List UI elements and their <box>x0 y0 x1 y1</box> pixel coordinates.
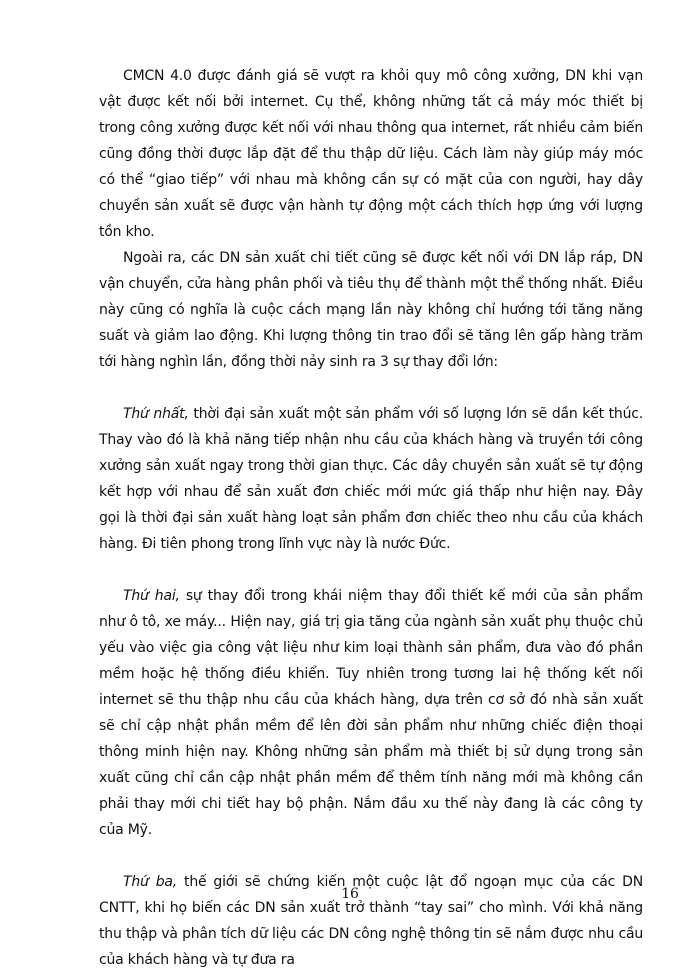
paragraph-text: sự thay đổi trong khái niệm thay đổi thiết kế mới của sản phẩm như ô tô, xe máy... Hiện nay, giá trị gia tăng của ngành sản xuất phụ thuộc chủ yếu vào việc gia công vật liệu như kim loại thành sản phẩm, đưa vào đó phần mềm hoặc hệ thống điều khiển. Tuy nhiên trong tương lai hệ thống kết nối internet sẽ thu thập nhu cầu của khách hàng, dựa trên cơ sở đó nhà sản xuất sẽ chỉ cập nhật phần mềm để lên đời sản phẩm như những chiếc điện thoại thông minh hiện nay. Không những sản phẩm mà thiết bị sử dụng trong sản xuất cũng chỉ cần cập nhật phần mềm để thêm tính năng mới mà không cần phải thay mới chi tiết hay bộ phận. Nắm đầu xu thế này đang là các công ty của Mỹ. <box>99 588 643 838</box>
paragraph-text: thế giới sẽ chứng kiến một cuộc lật đổ ngoạn mục của các DN CNTT, khi họ biến các DN sản xuất trở thành “tay sai” cho mình. Với khả năng thu thập và phân tích dữ liệu các DN công nghệ thông tin sẽ nắm được nhu cầu của khách hàng và tự đưa ra <box>99 874 644 968</box>
paragraph-ngoai-ra <box>99 245 643 375</box>
paragraph-thu-ba <box>99 869 643 973</box>
paragraph-text: thời đại sản xuất một sản phẩm với số lượng lớn sẽ dần kết thúc. Thay vào đó là khả năng tiếp nhận nhu cầu của khách hàng và truyền tới công xưởng sản xuất ngay trong thời gian thực. Các dây chuyền sản xuất sẽ tự động kết hợp với nhau để sản xuất đơn chiếc mới mức giá thấp như hiện nay. Đây gọi là thời đại sản xuất hàng loạt sản phẩm đơn chiếc theo nhu cầu của khách hàng. Đi tiên phong trong lĩnh vực này là nước Đức. <box>99 406 644 552</box>
paragraph-thu-hai <box>99 583 643 843</box>
page-number: 16 <box>341 886 359 902</box>
paragraph-text: CMCN 4.0 được đánh giá sẽ vượt ra khỏi quy mô công xưởng, DN khi vạn vật được kết nối bởi internet. Cụ thể, không những tất cả máy móc thiết bị trong công xưởng được kết nối với nhau thông qua internet, rất nhiều cảm biến cũng đồng thời được lắp đặt để thu thập dữ liệu. Cách làm này giúp máy móc có thể “giao tiếp” với nhau mà không cần sự có mặt của con người, hay dây chuyền sản xuất sẽ được vận hành tự động một cách thích hợp ứng với lượng tồn kho. <box>99 68 643 240</box>
paragraph-text: Ngoài ra, các DN sản xuất chi tiết cũng sẽ được kết nối với DN lắp ráp, DN vận chuyển, cửa hàng phân phối và tiêu thụ để thành một thể thống nhất. Điều này cũng có nghĩa là cuộc cách mạng lần này không chỉ hướng tới tăng năng suất và giảm lao động. Khi lượng thông tin trao đổi sẽ tăng lên gấp hàng trăm tới hàng nghìn lần, đồng thời nảy sinh ra 3 sự thay đổi lớn: <box>99 250 643 370</box>
paragraph-gap <box>99 375 643 401</box>
document-body <box>99 63 643 973</box>
paragraph-gap <box>99 843 643 869</box>
paragraph-thu-nhat <box>99 401 643 557</box>
paragraph-lead: Thứ ba, <box>123 874 178 890</box>
paragraph-gap <box>99 557 643 583</box>
paragraph-cmcn <box>99 63 643 245</box>
paragraph-lead: Thứ hai, <box>123 588 180 604</box>
paragraph-lead: Thứ nhất, <box>123 406 189 422</box>
